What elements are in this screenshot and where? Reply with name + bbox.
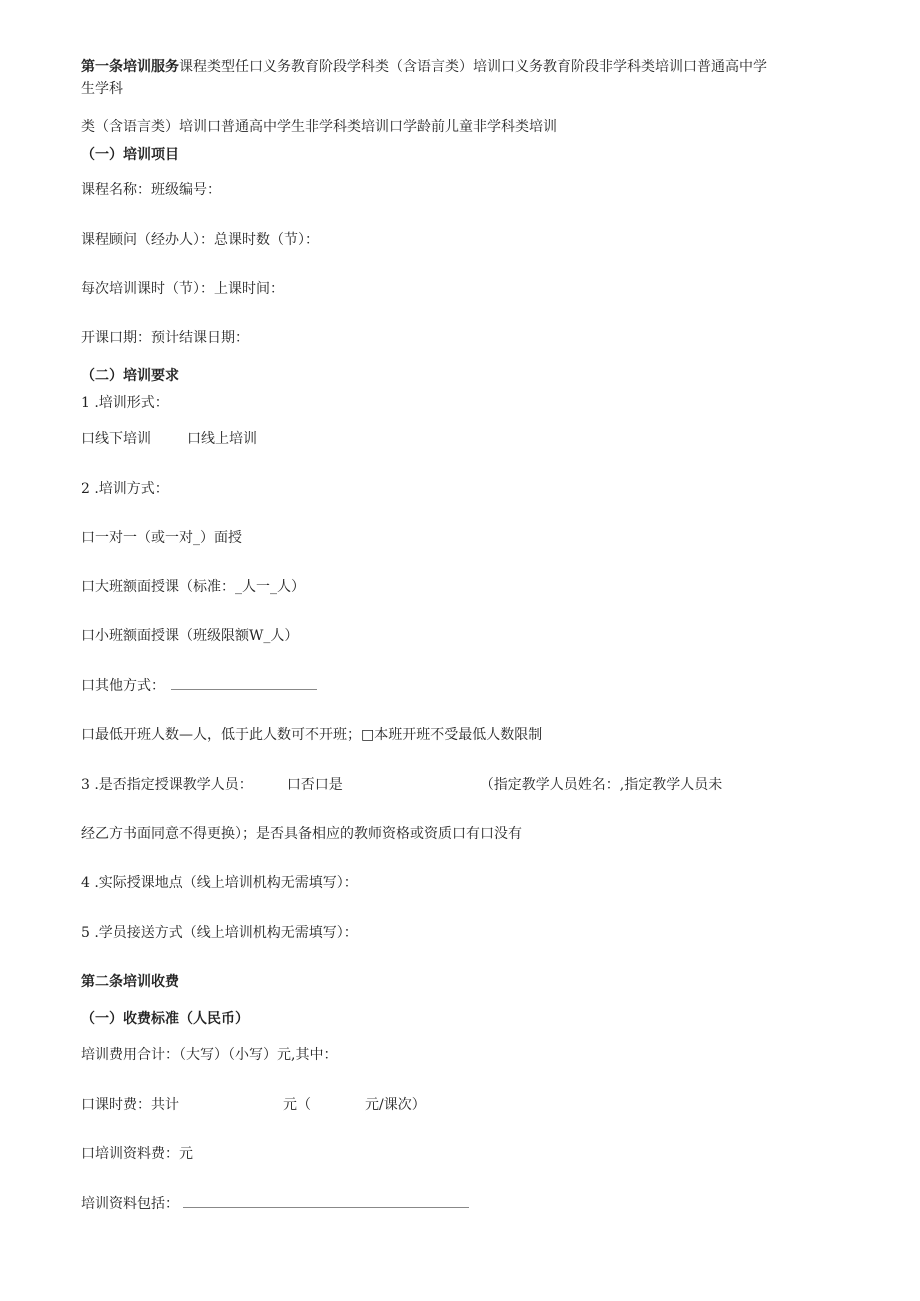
section-fee-standard-heading: （一）收费标准（人民币）: [81, 1011, 249, 1027]
training-method-label: 2 .培训方式：: [81, 481, 169, 497]
method-other-blank[interactable]: [171, 677, 317, 690]
method-other-line: [81, 677, 317, 695]
offline-option[interactable]: 口线下培训: [81, 431, 151, 447]
article1-intro-line3: 类（含语言类）培训口普通高中学生非学科类培训口学龄前儿童非学科类培训: [81, 119, 557, 135]
training-form-label: 1 .培训形式：: [81, 395, 169, 411]
designated-teacher-options[interactable]: 口否口是: [286, 777, 343, 793]
method-one-on-one[interactable]: 口一对一（或一对_）面授: [81, 530, 242, 546]
article1-intro-line1: [81, 58, 767, 76]
method-small-class[interactable]: 口小班额面授课（班级限额W_人）: [81, 628, 299, 644]
section-training-requirements-heading: （二）培训要求: [81, 368, 179, 384]
article1-title: 第一条培训服务: [81, 59, 179, 75]
tuition-fee-label[interactable]: 口课时费：共计: [81, 1097, 179, 1113]
student-transport-line: 5 .学员接送方式（线上培训机构无需填写）：: [81, 925, 358, 941]
article2-title: 第二条培训收费: [81, 974, 179, 990]
online-option[interactable]: 口线上培训: [187, 431, 257, 447]
materials-include-line: [81, 1195, 469, 1213]
course-name-line: 课程名称：班级编号：: [81, 182, 221, 198]
materials-include-label: 培训资料包括：: [81, 1196, 179, 1212]
teacher-qualification-line: 经乙方书面同意不得更换）；是否具备相应的教师资格或资质口有口没有: [81, 826, 522, 842]
training-form-options: [81, 430, 257, 448]
method-large-class[interactable]: 口大班额面授课（标准：_人一_人）: [81, 579, 305, 595]
course-type-options: 课程类型任口义务教育阶段学科类（含语言类）培训口义务教育阶段非学科类培训口普通高中学: [179, 59, 767, 75]
tuition-fee-per-session: 元/课次）: [365, 1097, 426, 1113]
designated-teacher-line: [81, 776, 722, 794]
tuition-fee-unit: 元（: [283, 1097, 311, 1113]
materials-fee-line[interactable]: 口培训资料费：元: [81, 1146, 193, 1162]
method-other[interactable]: 口其他方式：: [81, 678, 165, 694]
course-advisor-line: 课程顾问（经办人）：总课时数（节）：: [81, 232, 319, 248]
min-enrollment-line[interactable]: 口最低开班人数—人，低于此人数可不开班；□本班开班不受最低人数限制: [81, 727, 543, 743]
materials-include-blank[interactable]: [183, 1195, 469, 1208]
dates-line: 开课口期：预计结课日期：: [81, 330, 249, 346]
total-fee-line: 培训费用合计：（大写）（小写）元,其中：: [81, 1047, 338, 1063]
tuition-fee-line: [81, 1096, 426, 1114]
article1-intro-line2: 生学科: [81, 81, 123, 97]
per-session-line: 每次培训课时（节）：上课时间：: [81, 281, 284, 297]
training-location-line: 4 .实际授课地点（线上培训机构无需填写）：: [81, 875, 358, 891]
section-training-project-heading: （一）培训项目: [81, 147, 179, 163]
designated-teacher-label: 3 .是否指定授课教学人员：: [81, 777, 253, 793]
designated-teacher-note: （指定教学人员姓名：,指定教学人员未: [479, 777, 723, 793]
